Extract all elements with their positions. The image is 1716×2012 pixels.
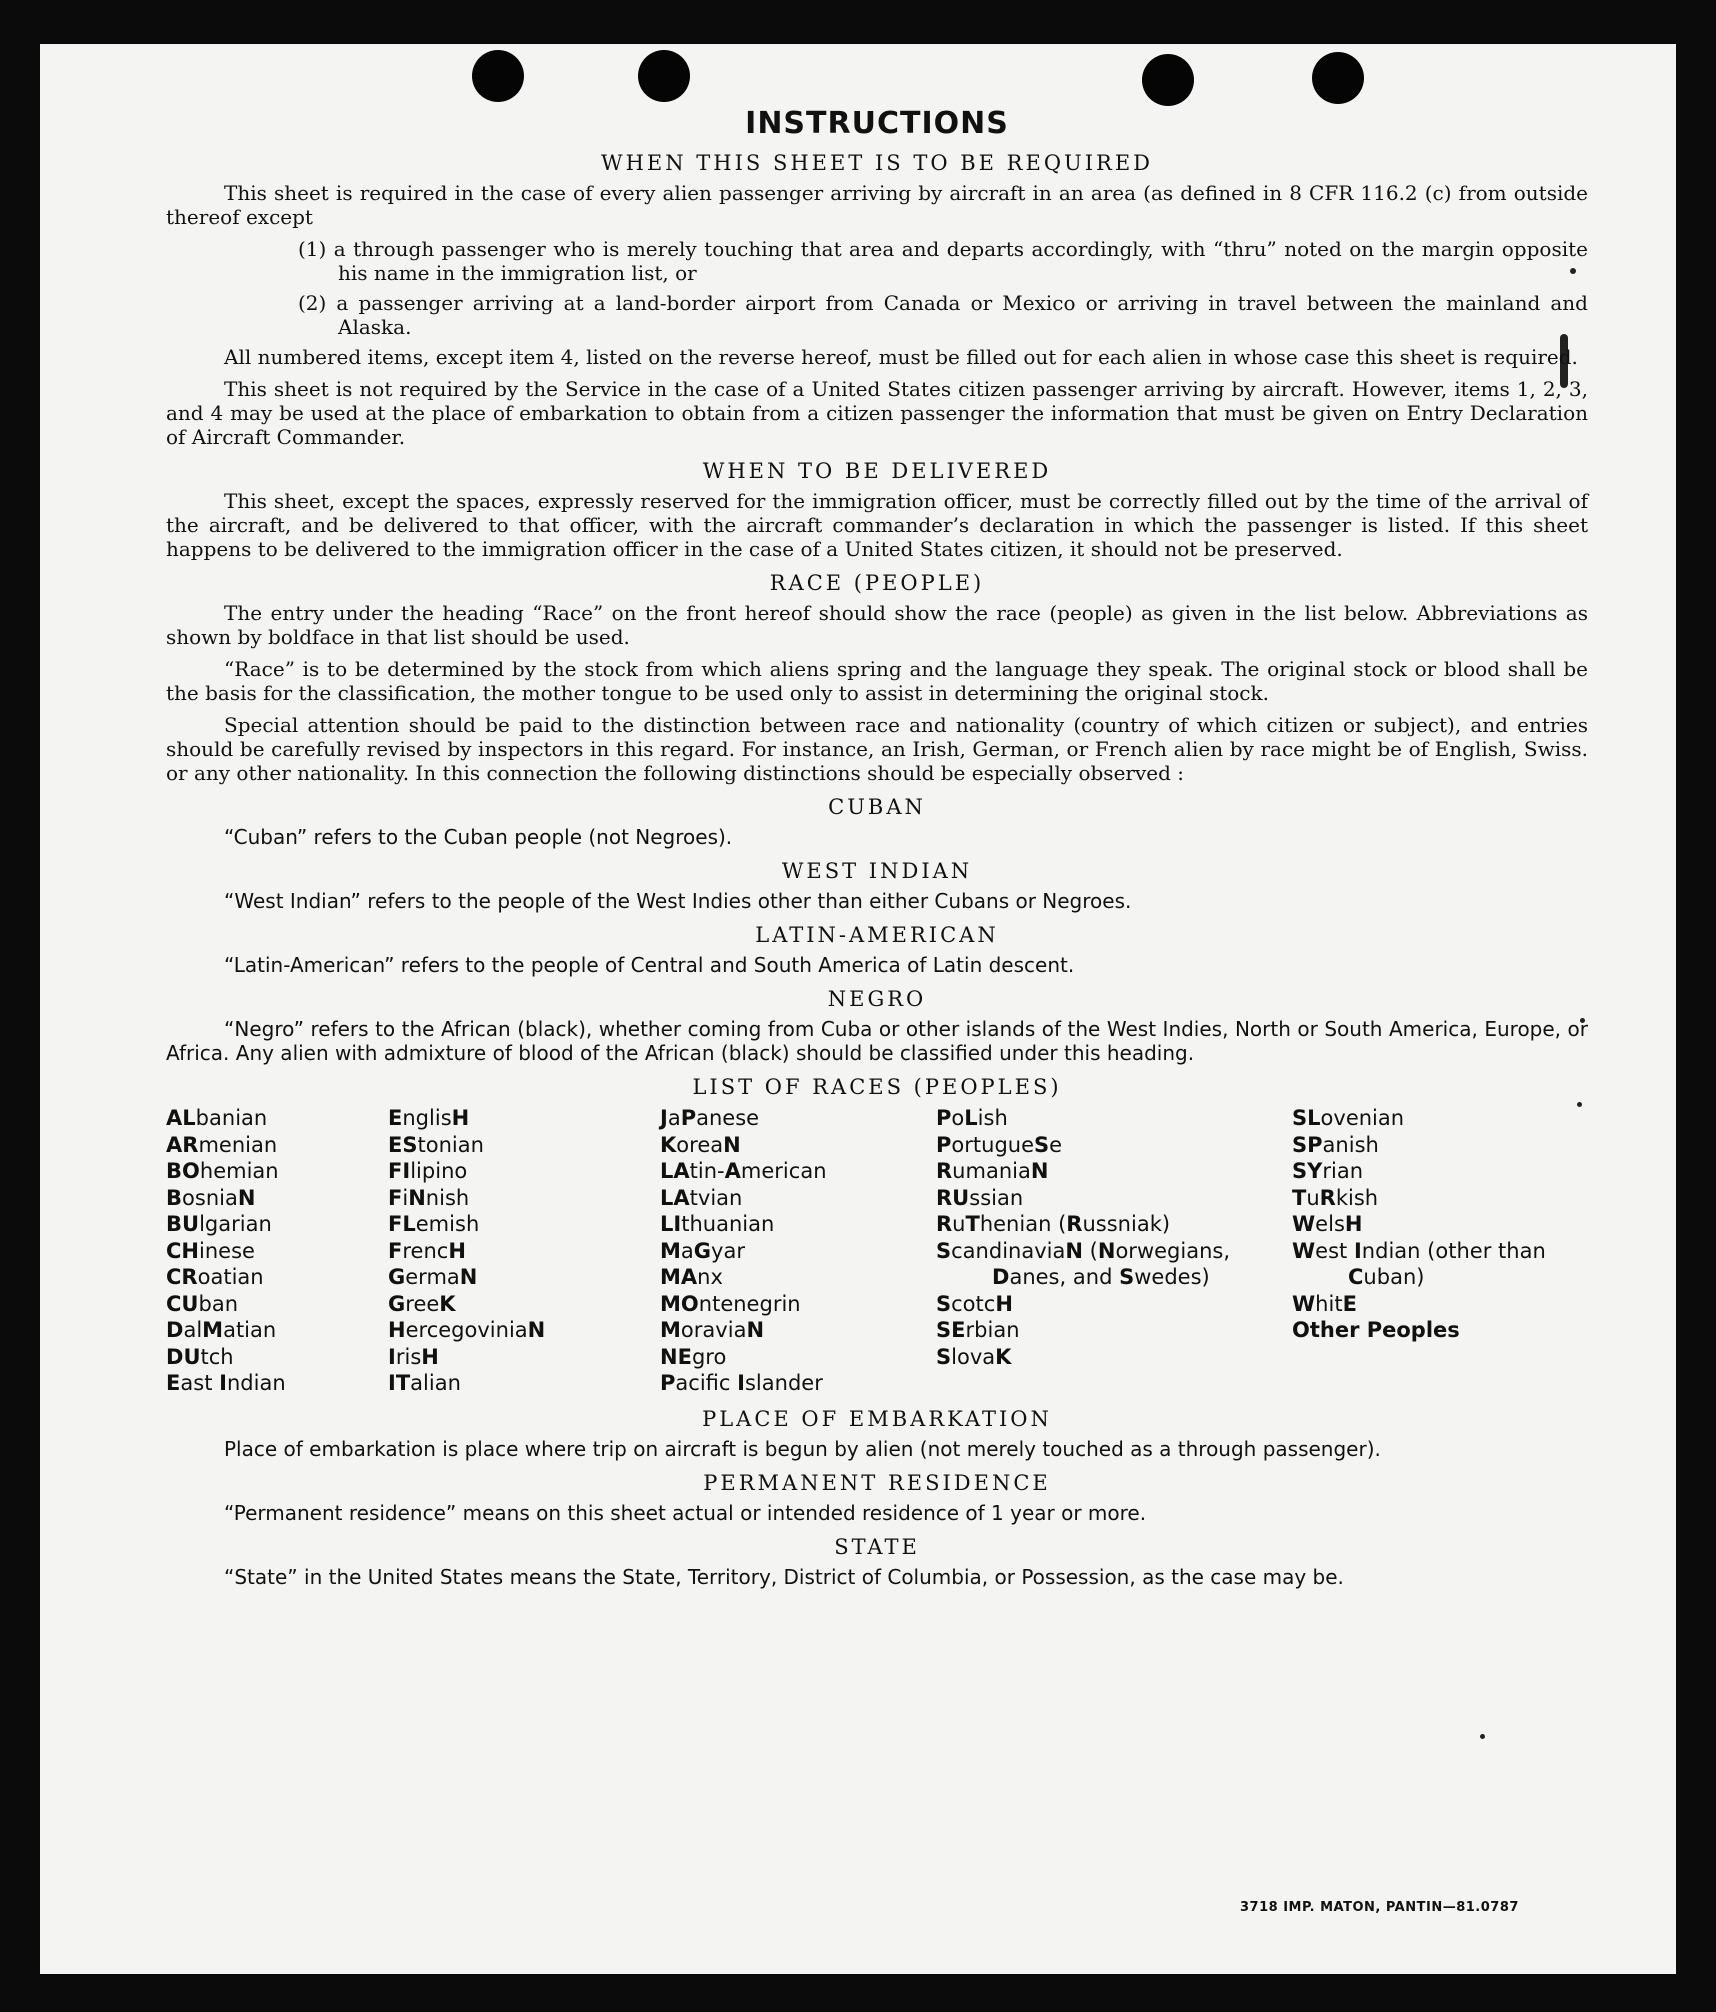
races-list xyxy=(166,1105,1588,1397)
race-item: SYrian xyxy=(1292,1159,1364,1183)
race-item: West Indian (other than Cuban) xyxy=(1292,1238,1546,1289)
race-item: TuRkish xyxy=(1292,1185,1379,1210)
race-item: CRoatian xyxy=(166,1265,264,1289)
races-column-2 xyxy=(388,1105,660,1397)
race-item: FLemish xyxy=(388,1212,480,1236)
race-item: ScotcH xyxy=(936,1291,1013,1316)
race-item: BosniaN xyxy=(166,1185,256,1210)
heading-cuban: CUBAN xyxy=(828,795,926,819)
punch-hole-3 xyxy=(1142,54,1194,106)
race-item: IrisH xyxy=(388,1344,439,1369)
definition-west-indian: “West Indian” refers to the people of the West Indies other than either Cubans or Negroes. xyxy=(224,889,1132,913)
paragraph-delivered: This sheet, except the spaces, expressly reserved for the immigration officer, must be correctly filled out by the time of the arrival of the aircraft, and be delivered to that officer, with the aircraft commander’s declaration in which the passenger is listed. If this sheet happens to be delivered to the immigration officer in the case of a United States citizen, it should not be preserved. xyxy=(166,489,1588,561)
races-column-4 xyxy=(936,1105,1292,1397)
instructions-body xyxy=(166,106,1588,1597)
race-item: GreeK xyxy=(388,1291,456,1316)
heading-permanent-residence: PERMANENT RESIDENCE xyxy=(703,1470,1051,1495)
race-item: SErbian xyxy=(936,1318,1020,1342)
race-item: FIlipino xyxy=(388,1159,468,1183)
exception-1: (1) a through passenger who is merely touching that area and departs accordingly, with “thru” noted on the margin opposite his name in the immigration list, or xyxy=(298,237,1588,285)
definition-latin-american: “Latin-American” refers to the people of Central and South America of Latin descent. xyxy=(224,953,1075,977)
race-item: MAnx xyxy=(660,1265,723,1289)
definition-state: “State” in the United States means the State, Territory, District of Columbia, or Possession, as the case may be. xyxy=(224,1564,1344,1589)
race-item: Pacifc Islander xyxy=(660,1371,823,1395)
race-item: LAtin-American xyxy=(660,1159,827,1183)
punch-hole-4 xyxy=(1312,52,1364,104)
heading-state: STATE xyxy=(834,1534,920,1559)
races-column-3 xyxy=(660,1105,936,1397)
race-item: KoreaN xyxy=(660,1132,741,1157)
definition-negro: “Negro” refers to the African (black), whether coming from Cuba or other islands of the West Indies, North or South America, Europe, or Africa. Any alien with admixture of blood of the African (black) should be classified under this heading. xyxy=(166,1017,1588,1065)
race-item: PoLish xyxy=(936,1106,1008,1130)
race-item: East Indian xyxy=(166,1371,286,1395)
page-title: INSTRUCTIONS xyxy=(745,106,1009,141)
heading-latin-american: LATIN-AMERICAN xyxy=(755,923,999,947)
race-item: ALbanian xyxy=(166,1106,268,1130)
document-sheet xyxy=(40,44,1676,1974)
race-item: DalMatian xyxy=(166,1318,277,1342)
race-item: MoraviaN xyxy=(660,1318,765,1342)
definition-embarkation: Place of embarkation is place where trip on aircraft is begun by alien (not merely touched as a through passenger). xyxy=(224,1436,1381,1461)
race-item: EnglisH xyxy=(388,1106,470,1130)
race-item: PortugueSe xyxy=(936,1132,1063,1157)
race-item: ITalian xyxy=(388,1371,461,1395)
paragraph-numbered-items: All numbered items, except item 4, listed on the reverse hereof, must be filled out for each alien in whose case this sheet is required. xyxy=(224,345,1578,369)
race-item: DUtch xyxy=(166,1344,234,1369)
race-item: LIthuanian xyxy=(660,1212,775,1236)
race-item: CUban xyxy=(166,1291,239,1316)
race-item: SlovaK xyxy=(936,1344,1012,1369)
race-item: SLovenian xyxy=(1292,1106,1405,1130)
punch-hole-1 xyxy=(472,50,524,102)
heading-when-delivered: WHEN TO BE DELIVERED xyxy=(702,459,1052,483)
race-item: BUlgarian xyxy=(166,1212,272,1236)
paragraph-race-nationality: Special attention should be paid to the distinction between race and nationality (country of which citizen or subject), and entries should be carefully revised by inspectors in this regard. For instance, an Irish, German, or French alien by race might be of English, Swiss. or any other nationality. In this connection the following distinctions should be especially observed : xyxy=(166,713,1588,785)
heading-embarkation: PLACE OF EMBARKATION xyxy=(702,1406,1052,1431)
races-column-1 xyxy=(166,1105,388,1397)
paragraph-citizen: This sheet is not required by the Service in the case of a United States citizen passenger arriving by aircraft. However, items 1, 2, 3, and 4 may be used at the place of embarkation to obtain from a citizen passenger the information that must be given on Entry Declaration of Aircraft Commander. xyxy=(166,377,1588,449)
heading-race: RACE (PEOPLE) xyxy=(769,571,985,595)
exception-2: (2) a passenger arriving at a land-border airport from Canada or Mexico or arriving in travel between the mainland and Alaska. xyxy=(298,291,1588,339)
race-item: WhitE xyxy=(1292,1291,1357,1316)
race-item: MOntenegrin xyxy=(660,1291,801,1316)
race-item: HercegoviniaN xyxy=(388,1318,546,1342)
race-item: SPanish xyxy=(1292,1132,1379,1157)
race-item: LAtvian xyxy=(660,1185,743,1210)
race-item: EStonian xyxy=(388,1132,484,1157)
race-item: RumaniaN xyxy=(936,1159,1049,1183)
race-item: FiNnish xyxy=(388,1185,470,1210)
race-item: FrencH xyxy=(388,1238,466,1263)
printer-code: 3718 IMP. MATON, PANTIN—81.0787 xyxy=(1240,1900,1519,1915)
paragraph-required: This sheet is required in the case of every alien passenger arriving by aircraft in an area (as defined in 8 CFR 116.2 (c) from outside thereof except xyxy=(166,181,1588,229)
punch-hole-2 xyxy=(638,50,690,102)
race-item: NEgro xyxy=(660,1344,727,1369)
paragraph-race-entry: The entry under the heading “Race” on the front hereof should show the race (people) as given in the list below. Abbreviations as shown by boldface in that list should be used. xyxy=(166,601,1588,649)
heading-negro: NEGRO xyxy=(827,987,927,1011)
races-column-5 xyxy=(1292,1105,1572,1397)
heading-west-indian: WEST INDIAN xyxy=(781,859,973,883)
race-item: CHinese xyxy=(166,1238,255,1263)
race-item: WelsH xyxy=(1292,1212,1363,1236)
race-item: GermaN xyxy=(388,1265,478,1289)
paragraph-race-stock: “Race” is to be determined by the stock from which aliens spring and the language they speak. The original stock or blood shall be the basis for the classification, the mother tongue to be used only to assist in determining the original stock. xyxy=(166,657,1588,705)
race-item: MaGyar xyxy=(660,1238,745,1263)
scan-speck xyxy=(1480,1734,1485,1739)
race-item: Other Peoples xyxy=(1292,1318,1460,1342)
heading-list-of-races: LIST OF RACES (PEOPLES) xyxy=(692,1075,1062,1099)
heading-when-required: WHEN THIS SHEET IS TO BE REQUIRED xyxy=(600,151,1154,175)
race-item: ScandinaviaN (Norwegians, Danes, and Swedes) xyxy=(936,1238,1231,1289)
race-item: JaPanese xyxy=(660,1106,760,1130)
race-item: RUssian xyxy=(936,1185,1024,1210)
race-item: RuThenian (Russniak) xyxy=(936,1212,1171,1236)
race-item: ARmenian xyxy=(166,1132,278,1157)
race-item: BOhemian xyxy=(166,1159,279,1183)
definition-permanent-residence: “Permanent residence” means on this sheet actual or intended residence of 1 year or more. xyxy=(224,1500,1147,1525)
definition-cuban: “Cuban” refers to the Cuban people (not Negroes). xyxy=(224,825,733,849)
